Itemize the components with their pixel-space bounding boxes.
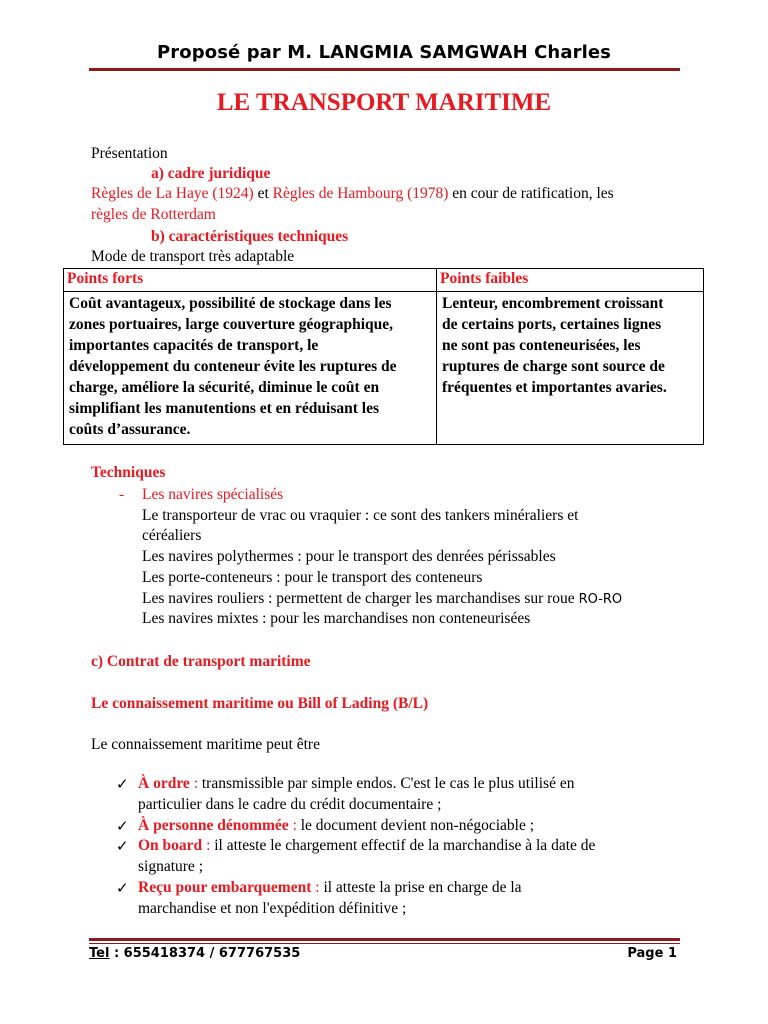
strength-line: coûts d’assurance. — [69, 421, 191, 438]
strengths-cell — [64, 292, 437, 445]
table-header-strengths: Points forts — [64, 269, 437, 292]
bl-item-cont: signature ; — [138, 858, 203, 875]
section-c-heading: c) Contrat de transport maritime — [91, 653, 311, 670]
weakness-line: fréquentes et importantes avaries. — [442, 379, 667, 396]
check-icon: ✓ — [116, 775, 129, 793]
bl-item — [138, 817, 534, 835]
bl-item-text: il atteste la prise en charge de la — [319, 879, 522, 896]
check-icon: ✓ — [116, 837, 129, 855]
ship-type-line-roro — [142, 590, 622, 608]
techniques-bullet: Les navires spécialisés — [142, 486, 284, 503]
ship-type-line: Le transporteur de vrac ou vraquier : ce sont des tankers minéraliers et — [142, 507, 579, 524]
legal-rules-line — [91, 185, 614, 203]
footer-tel-label: Tel — [89, 946, 110, 961]
strength-line: Coût avantageux, possibilité de stockage dans les — [69, 295, 392, 312]
strength-line: importantes capacités de transport, le — [69, 337, 319, 354]
ship-type-line: Les porte-conteneurs : pour le transport des conteneurs — [142, 569, 483, 586]
strengths-weaknesses-table — [63, 268, 704, 445]
footer-rule-thin — [89, 943, 680, 944]
bl-item-term: On board — [138, 837, 203, 854]
weakness-line: ne sont pas conteneurisées, les — [442, 337, 641, 354]
bl-item-cont: marchandise et non l'expédition définitive ; — [138, 900, 407, 917]
footer-rule — [89, 938, 680, 941]
footer-phone — [89, 946, 300, 961]
header-author: Proposé par M. LANGMIA SAMGWAH Charles — [157, 42, 611, 63]
strength-line: zones portuaires, large couverture géographique, — [69, 316, 394, 333]
ratification-text: en cour de ratification, les — [452, 185, 614, 202]
page-title: LE TRANSPORT MARITIME — [216, 89, 552, 116]
bl-item-sep: : — [311, 879, 320, 896]
ship-type-line: Les navires rouliers : permettent de charger les marchandises sur roue — [142, 590, 575, 607]
check-icon: ✓ — [116, 817, 129, 835]
bl-item-text: il atteste le chargement effectif de la marchandise à la date de — [210, 837, 596, 854]
techniques-bullet-dash: - — [119, 486, 125, 503]
bill-of-lading-heading: Le connaissement maritime ou Bill of Lading (B/L) — [91, 695, 429, 712]
rules-hambourg: Règles de Hambourg (1978) — [272, 185, 449, 202]
weakness-line: ruptures de charge sont source de — [442, 358, 665, 375]
strength-line: développement du conteneur évite les ruptures de — [69, 358, 397, 375]
weakness-line: de certains ports, certaines lignes — [442, 316, 662, 333]
and-word: et — [257, 185, 269, 202]
bl-item-sep: : — [288, 817, 297, 834]
ship-type-line: Les navires mixtes : pour les marchandises non conteneurisées — [142, 610, 531, 627]
bl-item-text: le document devient non-négociable ; — [296, 817, 535, 834]
ship-type-line: céréaliers — [142, 527, 202, 544]
bl-item-text: transmissible par simple endos. C'est le cas le plus utilisé en — [198, 775, 575, 792]
footer-page-number: Page 1 — [627, 946, 677, 961]
strength-line: simplifiant les manutentions et en réduisant les — [69, 400, 380, 417]
bl-item-term: À personne dénommée — [138, 817, 289, 834]
bl-item-cont: particulier dans le cadre du crédit documentaire ; — [138, 796, 442, 813]
rules-rotterdam: règles de Rotterdam — [91, 206, 216, 223]
bill-of-lading-intro: Le connaissement maritime peut être — [91, 736, 320, 753]
section-a-heading: a) cadre juridique — [151, 165, 271, 182]
bl-item-term: Reçu pour embarquement — [138, 879, 312, 896]
presentation-label: Présentation — [91, 145, 168, 162]
bl-item — [138, 837, 595, 855]
bl-item-sep: : — [202, 837, 211, 854]
ship-type-line: Les navires polythermes : pour le transport des denrées périssables — [142, 548, 556, 565]
section-b-heading: b) caractéristiques techniques — [151, 228, 349, 245]
strength-line: charge, améliore la sécurité, diminue le coût en — [69, 379, 380, 396]
bl-item — [138, 775, 574, 793]
bl-item — [138, 879, 522, 897]
techniques-heading: Techniques — [91, 464, 166, 481]
rules-la-haye: Règles de La Haye (1924) — [91, 185, 254, 202]
table-header-weaknesses: Points faibles — [437, 269, 704, 292]
header-rule — [89, 68, 680, 71]
weakness-line: Lenteur, encombrement croissant — [442, 295, 664, 312]
weaknesses-cell — [437, 292, 704, 445]
roro-label: RO-RO — [578, 592, 623, 607]
bl-item-sep: : — [189, 775, 198, 792]
section-b-intro: Mode de transport très adaptable — [91, 248, 295, 265]
footer-tel-value: : 655418374 / 677767535 — [109, 946, 301, 961]
bl-item-term: À ordre — [138, 775, 190, 792]
check-icon: ✓ — [116, 879, 129, 897]
